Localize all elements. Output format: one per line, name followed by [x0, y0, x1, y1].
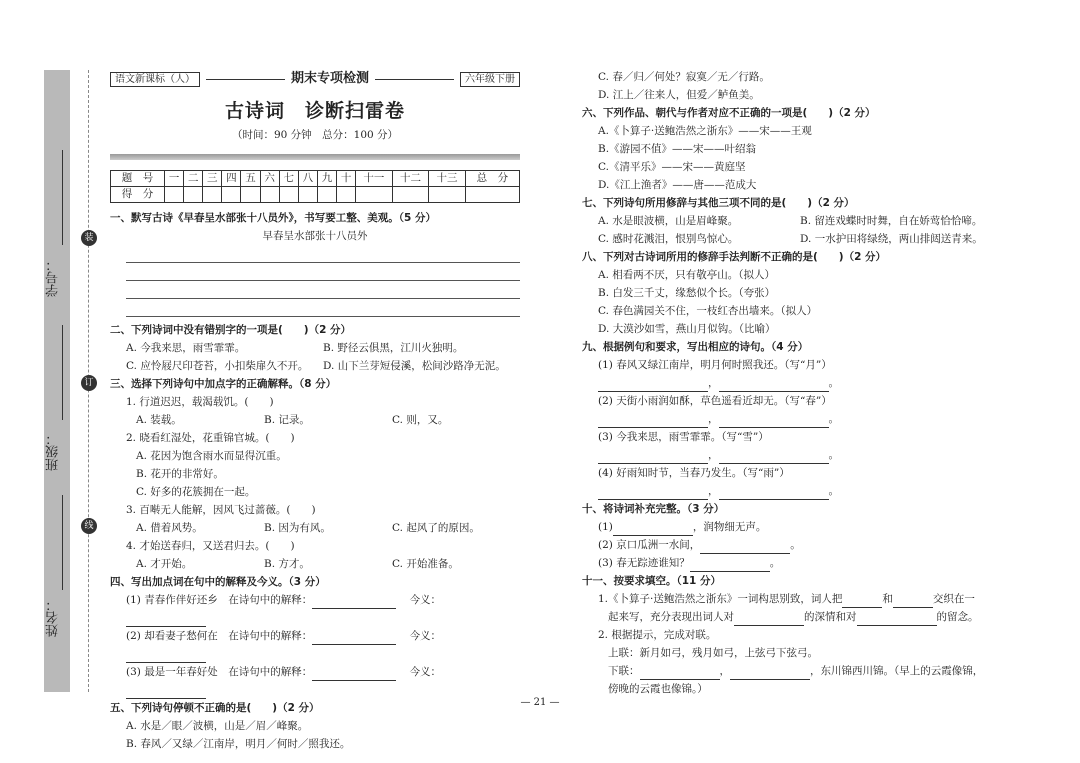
q1-poem-title: 早春呈水部张十八员外	[262, 230, 368, 242]
q5-option-c[interactable]: C. 春／归／何处？寂寞／无／行路。	[598, 71, 770, 83]
q9-item3: (3) 今我来思，雨雪霏霏。（写“雪”）	[598, 431, 769, 443]
q7-options-row	[582, 212, 1002, 230]
q7-option-b[interactable]: B. 留连戏蝶时时舞，自在娇莺恰恰啼。	[800, 215, 983, 227]
q11-item2: 2. 根据提示，完成对联。	[598, 629, 717, 641]
q2-title: 二、下列诗词中没有错别字的一项是( )（2 分）	[110, 324, 352, 336]
q9-blank[interactable]	[719, 379, 829, 392]
q3-item1-option[interactable]: C. 则，又。	[392, 414, 449, 426]
q1-title: 一、默写古诗《早春呈水部张十八员外》，书写要工整、美观。（5 分）	[110, 212, 436, 224]
q11-item1	[582, 590, 1002, 608]
q4-answer-blank[interactable]	[312, 668, 396, 681]
q2-option-a[interactable]: A. 今我来思，雨雪霏霏。	[126, 342, 246, 354]
q8-option-d[interactable]: D. 大漠沙如雪，燕山月似钩。（比喻）	[598, 323, 776, 335]
q5-option-b[interactable]: B. 春风／又绿／江南岸，明月／何时／照我还。	[126, 738, 351, 750]
q10-item-post: ，润物细无声。	[692, 521, 767, 533]
score-header-cell: 三	[203, 171, 222, 187]
score-cell[interactable]	[203, 187, 222, 203]
binding-mark: 线	[81, 518, 97, 534]
q9-blank[interactable]	[598, 451, 708, 464]
score-cell[interactable]	[392, 187, 429, 203]
score-cell[interactable]	[429, 187, 466, 203]
q3-item1-option[interactable]: A. 装载。	[136, 414, 182, 426]
q3-item4-option[interactable]: A. 才开始。	[136, 558, 193, 570]
q6-option-d[interactable]: D.《江上渔者》——唐——范成大	[598, 179, 757, 191]
q11-item1-cont	[582, 608, 1002, 626]
q6-option-c[interactable]: C.《清平乐》——宋——黄庭坚	[598, 161, 746, 173]
q11-text: 交织在一	[932, 593, 975, 605]
q4-item	[110, 591, 520, 627]
q1-writing-line[interactable]	[126, 245, 520, 263]
q3-item3-option[interactable]: A. 借着风势。	[136, 522, 203, 534]
q11-shanglian: 上联：新月如弓，残月如弓，上弦弓下弦弓。	[608, 647, 818, 659]
q10-item	[582, 518, 1002, 536]
q4-answer-blank[interactable]	[312, 596, 396, 609]
q6-title: 六、下列作品、朝代与作者对应不正确的一项是( )（2 分）	[582, 107, 876, 119]
q11-blank[interactable]	[640, 667, 720, 680]
score-cell[interactable]	[317, 187, 336, 203]
q2-option-c[interactable]: C. 应怜屐尺印苍苔，小扣柴扉久不开。	[126, 360, 309, 372]
q10-blank[interactable]	[700, 541, 790, 554]
score-header-cell: 十	[337, 171, 356, 187]
q9-blank[interactable]	[598, 487, 708, 500]
q4-today-label: 今义：	[409, 594, 442, 606]
name-line	[62, 495, 63, 590]
q9-title: 九、根据例句和要求，写出相应的诗句。（4 分）	[582, 341, 809, 353]
q9-answer-line: ， 。	[582, 374, 1002, 392]
q10-blank[interactable]	[613, 523, 693, 536]
score-cell[interactable]	[222, 187, 241, 203]
q11-text: 1.《卜算子·送鲍浩然之浙东》一词构思别致，词人把	[598, 593, 843, 605]
left-column	[110, 68, 520, 753]
q11-blank[interactable]	[893, 595, 933, 608]
q4-today-blank[interactable]	[126, 650, 206, 663]
q10-item	[582, 536, 1002, 554]
page-title: 古诗词 诊断扫雷卷	[224, 100, 405, 122]
q11-xialian: 下联： ， ，东川锦西川锦。（早上的云霞像锦，	[582, 662, 1002, 680]
q10-item-post: 。	[790, 539, 801, 551]
class-label: 班级：	[46, 432, 61, 471]
q3-item2-option[interactable]: B. 花开的非常好。	[136, 468, 224, 480]
q9-blank[interactable]	[719, 487, 829, 500]
q9-answer-line: ， 。	[582, 446, 1002, 464]
q7-options-row	[582, 230, 1002, 248]
q3-item3-option[interactable]: C. 起风了的原因。	[392, 522, 480, 534]
q9-blank[interactable]	[719, 415, 829, 428]
score-cell[interactable]	[260, 187, 279, 203]
score-header-cell: 九	[317, 171, 336, 187]
score-cell[interactable]	[356, 187, 393, 203]
q7-title: 七、下列诗句所用修辞与其他三项不同的是( )（2 分）	[582, 197, 855, 209]
q3-item2-option[interactable]: A. 花因为饱含雨水而显得沉重。	[136, 450, 287, 462]
score-header-cell: 二	[184, 171, 203, 187]
q9-answer-line: ， 。	[582, 410, 1002, 428]
header-rule	[375, 79, 454, 80]
q11-text: 的留念。	[936, 611, 979, 623]
q4-title: 四、写出加点词在句中的解释及今义。（3 分）	[110, 576, 326, 588]
q7-option-a[interactable]: A. 水是眼波横，山是眉峰聚。	[598, 215, 739, 227]
q4-item-text: (2) 却看妻子愁何在 在诗句中的解释：	[126, 630, 313, 642]
q9-blank[interactable]	[719, 451, 829, 464]
q10-item-pre: (3) 春无踪迹谁知？	[598, 557, 690, 569]
page-header	[110, 68, 520, 90]
score-header-cell: 一	[165, 171, 184, 187]
score-header-cell: 六	[260, 171, 279, 187]
q3-item3-stem: 3. 百啭无人能解，因风飞过蔷薇。( )	[126, 504, 316, 516]
score-header-cell: 题 号	[111, 171, 165, 187]
q7-option-c[interactable]: C. 感时花溅泪，恨别鸟惊心。	[598, 233, 739, 245]
exam-info: （时间：90 分钟 总分：100 分）	[231, 129, 399, 141]
score-header-cell: 十二	[392, 171, 429, 187]
q2-option-b[interactable]: B. 野径云俱黑，江川火独明。	[323, 342, 464, 354]
edition-tag: 语文新课标（人）	[110, 72, 200, 87]
binding-mark: 订	[81, 375, 97, 391]
score-header-cell: 总 分	[465, 171, 519, 187]
q1-writing-line[interactable]	[126, 263, 520, 281]
q10-title: 十、将诗词补充完整。（3 分）	[582, 503, 725, 515]
score-cell[interactable]	[298, 187, 317, 203]
q11-blank[interactable]	[730, 667, 810, 680]
q3-item3-options	[110, 519, 520, 537]
score-row-label: 得 分	[111, 187, 165, 203]
q4-item	[110, 627, 520, 663]
q11-text: 起来写，充分表现出词人对	[608, 611, 734, 623]
q11-title: 十一、按要求填空。（11 分）	[582, 575, 722, 587]
grade-tag: 六年级下册	[460, 72, 520, 87]
q3-item4-stem: 4. 才始送春归，又送君归去。( )	[126, 540, 295, 552]
q10-item-pre: (2) 京口瓜洲一水间，	[598, 539, 701, 551]
q9-item2: (2) 天街小雨润如酥，草色遥看近却无。（写“春”）	[598, 395, 832, 407]
q10-item-pre: (1)	[598, 521, 613, 533]
q3-item2-stem: 2. 晓看红湿处，花重锦官城。( )	[126, 432, 295, 444]
q8-option-c[interactable]: C. 春色满园关不住，一枝红杏出墙来。（拟人）	[598, 305, 818, 317]
q2-options-row	[110, 339, 520, 357]
q2-options-row	[110, 357, 520, 375]
q11-blank[interactable]	[734, 613, 804, 626]
q11-xialian-cont: 傍晚的云霞也像锦。）	[608, 683, 708, 695]
q9-blank[interactable]	[598, 415, 708, 428]
name-label: 姓名：	[46, 598, 61, 637]
q8-title: 八、下列对古诗词所用的修辞手法判断不正确的是( )（2 分）	[582, 251, 887, 263]
score-header-cell: 四	[222, 171, 241, 187]
q3-item1-options	[110, 411, 520, 429]
student-id-label: 学号：	[46, 258, 61, 297]
q5-option-d[interactable]: D. 江上／往来人，但爱／鲈鱼美。	[598, 89, 760, 101]
score-header-cell: 八	[298, 171, 317, 187]
q10-item-post: 。	[769, 557, 781, 569]
q11-text: 和	[882, 593, 893, 605]
score-cell[interactable]	[465, 187, 519, 203]
score-table-header-row	[111, 171, 520, 187]
q4-item-text: (3) 最是一年春好处 在诗句中的解释：	[126, 666, 313, 678]
q7-option-d[interactable]: D. 一水护田将绿绕，两山排闼送青来。	[800, 233, 983, 245]
page-number: — 21 —	[520, 697, 560, 708]
q1-writing-line[interactable]	[126, 299, 520, 317]
score-header-cell: 五	[241, 171, 260, 187]
q8-option-a[interactable]: A. 相看两不厌，只有敬亭山。（拟人）	[598, 269, 776, 281]
q3-item4-option[interactable]: C. 开始准备。	[392, 558, 459, 570]
right-column	[582, 68, 1002, 698]
score-header-cell: 七	[279, 171, 298, 187]
score-cell[interactable]	[165, 187, 184, 203]
q6-option-a[interactable]: A.《卜算子·送鲍浩然之浙东》——宋——王观	[598, 125, 812, 137]
score-cell[interactable]	[241, 187, 260, 203]
q6-option-b[interactable]: B.《游园不值》——宋——叶绍翁	[598, 143, 757, 155]
q3-item4-option[interactable]: B. 方才。	[264, 558, 310, 570]
q11-blank[interactable]	[857, 613, 937, 626]
q9-blank[interactable]	[598, 379, 708, 392]
q4-today-label: 今义：	[409, 630, 442, 642]
q4-today-blank[interactable]	[126, 614, 206, 627]
q4-answer-blank[interactable]	[312, 632, 396, 645]
score-cell[interactable]	[279, 187, 298, 203]
q3-item3-option[interactable]: B. 因为有风。	[264, 522, 331, 534]
q11-text: 下联：	[608, 665, 640, 677]
score-header-cell: 十三	[429, 171, 466, 187]
title-bar	[110, 154, 520, 160]
q9-item1: (1) 春风又绿江南岸，明月何时照我还。（写“月”）	[598, 359, 832, 371]
score-header-cell: 十一	[356, 171, 393, 187]
binding-mark: 装	[81, 230, 97, 246]
q10-blank[interactable]	[690, 559, 770, 572]
q4-item-text: (1) 青春作伴好还乡 在诗句中的解释：	[126, 594, 313, 606]
score-table-score-row	[111, 187, 520, 203]
q8-option-b[interactable]: B. 白发三千丈，缘愁似个长。（夸张）	[598, 287, 776, 299]
q4-item	[110, 663, 520, 699]
score-cell[interactable]	[184, 187, 203, 203]
q11-blank[interactable]	[842, 595, 882, 608]
q3-title: 三、选择下列诗句中加点字的正确解释。（8 分）	[110, 378, 337, 390]
q2-option-d[interactable]: D. 山下兰芽短侵溪，松间沙路净无泥。	[323, 360, 506, 372]
q10-item	[582, 554, 1002, 572]
q3-item4-options	[110, 555, 520, 573]
q9-item4: (4) 好雨知时节，当春乃发生。（写“雨”）	[598, 467, 790, 479]
score-cell[interactable]	[337, 187, 356, 203]
q5-title: 五、下列诗句停顿不正确的是( )（2 分）	[110, 702, 320, 714]
q3-item1-stem: 1. 行道迟迟，载渴载饥。( )	[126, 396, 274, 408]
q3-item2-option[interactable]: C. 好多的花簇拥在一起。	[136, 486, 256, 498]
q11-text: ，东川锦西川锦。（早上的云霞像锦，	[810, 665, 984, 677]
score-table	[110, 170, 520, 203]
q11-text: 的深情和对	[804, 611, 857, 623]
student-id-line	[62, 150, 63, 245]
q4-today-label: 今义：	[409, 666, 442, 678]
class-line	[62, 325, 63, 420]
series-title: 期末专项检测	[291, 71, 370, 86]
q9-answer-line: ， 。	[582, 482, 1002, 500]
q3-item1-option[interactable]: B. 记录。	[264, 414, 310, 426]
header-rule	[206, 79, 285, 80]
q1-writing-line[interactable]	[126, 281, 520, 299]
q5-option-a[interactable]: A. 水是／眼／波横，山是／眉／峰聚。	[126, 720, 309, 732]
